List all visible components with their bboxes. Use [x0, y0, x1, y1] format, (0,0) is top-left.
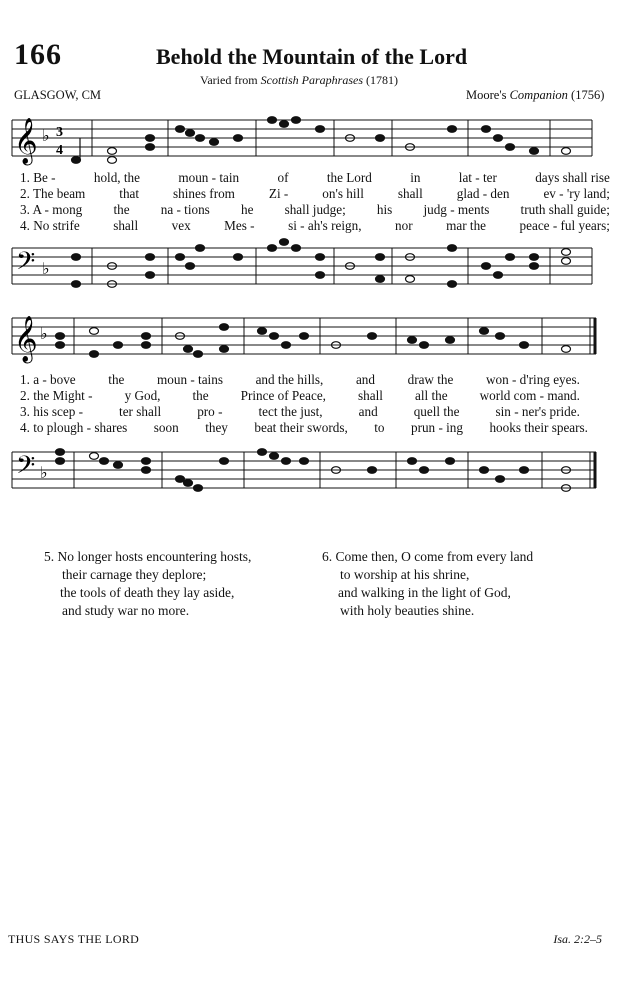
- footer-scripture: Isa. 2:2–5: [553, 932, 602, 946]
- system1-bass-staff: [0, 236, 640, 298]
- tune-name: GLASGOW, CM: [14, 88, 102, 102]
- system1-treble-staff: [0, 108, 640, 170]
- text-source-prefix: Varied from: [200, 73, 258, 87]
- tune-source: [466, 88, 604, 103]
- system2-verse2-lyrics: 2. the Might - y God, the Prince of Peace, shall all the world com - mand.: [20, 388, 580, 403]
- system1-bass-notes: [72, 239, 571, 288]
- system2-bass-staff: [0, 440, 640, 502]
- tune-source-prefix: Moore's: [466, 88, 507, 102]
- stanza-6: [322, 548, 533, 620]
- bass-clef-icon: 𝄢: [16, 247, 36, 282]
- system1-verse1-lyrics: 1. Be - hold, the moun - tain of the Lord in lat - ter days shall rise: [20, 170, 610, 185]
- hymn-number: 166: [14, 38, 62, 71]
- footer-category: THUS SAYS THE LORD: [8, 932, 140, 946]
- flat-icon: ♭: [40, 324, 48, 343]
- stanza-5-line-1: 5. No longer hosts encountering hosts,: [44, 549, 252, 564]
- system2-verse4-lyrics: 4. to plough - shares soon they beat their swords, to prun - ing hooks their spears.: [20, 420, 588, 435]
- text-source: [200, 73, 398, 88]
- flat-icon: ♭: [40, 463, 48, 482]
- bass-clef-icon: 𝄢: [16, 451, 36, 486]
- stanza-5-line-4: and study war no more.: [62, 603, 190, 618]
- stanza-5-line-2: their carnage they deplore;: [62, 567, 207, 582]
- stanza-5: [44, 548, 251, 620]
- flat-icon: ♭: [42, 259, 50, 278]
- system2-treble-notes: [56, 324, 571, 358]
- treble-clef-icon: 𝄞: [14, 316, 38, 362]
- system2-verse3-lyrics: 3. his scep - ter shall pro - tect the just, and quell the sin - ner's pride.: [20, 404, 580, 419]
- text-source-year: (1781): [366, 73, 398, 87]
- stanza-6-line-1: 6. Come then, O come from every land: [322, 549, 534, 564]
- system1-verse3-lyrics: 3. A - mong the na - tions he shall judge; his judg - ments truth shall guide;: [20, 202, 610, 217]
- hymn-title: Behold the Mountain of the Lord: [156, 44, 468, 69]
- system2-verse1-lyrics: 1. a - bove the moun - tains and the hills, and draw the won - d'ring eyes.: [20, 372, 580, 387]
- svg-text:4: 4: [56, 143, 63, 158]
- text-source-work: Scottish Paraphrases: [260, 73, 363, 87]
- flat-icon: ♭: [42, 126, 50, 145]
- stanza-6-line-2: to worship at his shrine,: [340, 567, 470, 582]
- stanza-5-line-3: the tools of death they lay aside,: [60, 585, 235, 600]
- tune-source-work: Companion: [509, 88, 568, 102]
- svg-text:3: 3: [56, 125, 63, 140]
- stanza-6-line-4: with holy beauties shine.: [340, 603, 475, 618]
- treble-clef-icon: 𝄞: [14, 118, 38, 164]
- system1-verse2-lyrics: 2. The beam that shines from Zi - on's hill shall glad - den ev - 'ry land;: [20, 186, 610, 201]
- system2-treble-staff: [0, 306, 640, 368]
- system1-verse4-lyrics: 4. No strife shall vex Mes - si - ah's reign, nor mar the peace - ful years;: [20, 218, 610, 233]
- stanza-6-line-3: and walking in the light of God,: [338, 585, 511, 600]
- tune-source-year: (1756): [571, 88, 605, 102]
